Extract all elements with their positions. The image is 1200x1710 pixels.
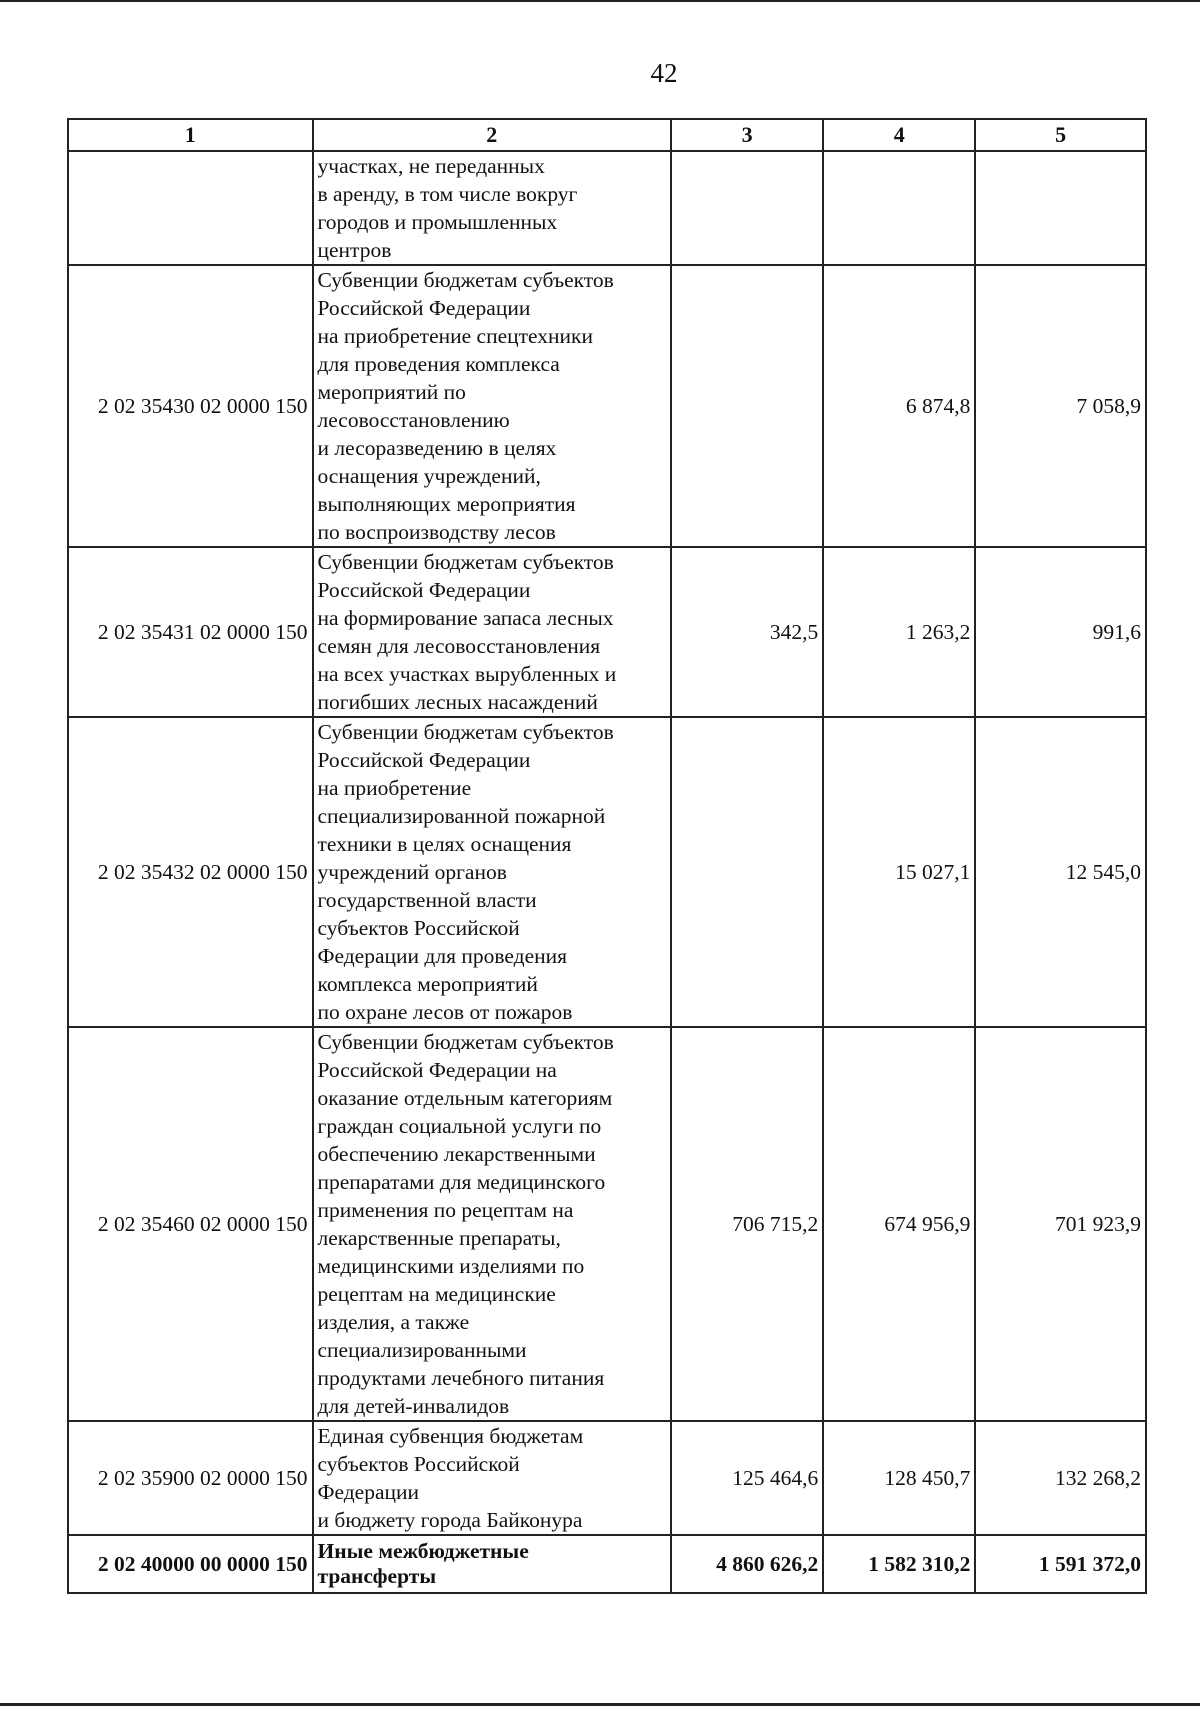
row-col3: 706 715,2 <box>671 1027 823 1421</box>
row-col4: 15 027,1 <box>823 717 975 1027</box>
row-col5: 132 268,2 <box>975 1421 1146 1535</box>
row-col4: 1 263,2 <box>823 547 975 717</box>
total-row <box>68 1535 1146 1593</box>
row-description: Субвенции бюджетам субъектов Российской Федерации на приобретение спецтехники для проведения комплекса мероприятий по лесовосстановлению и лесоразведению в целях оснащения учреждений, выполняющих мероприятия по воспроизводству лесов <box>313 265 672 547</box>
row-code <box>68 151 313 265</box>
table-row <box>68 1027 1146 1421</box>
table-row <box>68 717 1146 1027</box>
header-col-4: 4 <box>823 119 975 151</box>
total-description: Иные межбюджетные трансферты <box>313 1535 672 1593</box>
row-col5: 991,6 <box>975 547 1146 717</box>
row-col5: 12 545,0 <box>975 717 1146 1027</box>
header-col-1: 1 <box>68 119 313 151</box>
row-code: 2 02 35460 02 0000 150 <box>68 1027 313 1421</box>
row-col4: 674 956,9 <box>823 1027 975 1421</box>
header-col-5: 5 <box>975 119 1146 151</box>
row-col4: 128 450,7 <box>823 1421 975 1535</box>
total-col5: 1 591 372,0 <box>975 1535 1146 1593</box>
row-col3: 125 464,6 <box>671 1421 823 1535</box>
row-col3 <box>671 717 823 1027</box>
table-row <box>68 265 1146 547</box>
header-col-2: 2 <box>313 119 672 151</box>
page-top-border <box>0 0 1200 2</box>
row-code: 2 02 35430 02 0000 150 <box>68 265 313 547</box>
row-description: Субвенции бюджетам субъектов Российской Федерации на оказание отдельным категориям граждан социальной услуги по обеспечению лекарственными препаратами для медицинского применения по рецептам на лекарственные препараты, медицинскими изделиями по рецептам на медицинские изделия, а также специализированными продуктами лечебного питания для детей-инвалидов <box>313 1027 672 1421</box>
row-description: Субвенции бюджетам субъектов Российской Федерации на формирование запаса лесных семян для лесовосстановления на всех участках вырубленных и погибших лесных насаждений <box>313 547 672 717</box>
table-row <box>68 151 1146 265</box>
row-code: 2 02 35431 02 0000 150 <box>68 547 313 717</box>
table-row <box>68 1421 1146 1535</box>
row-col3 <box>671 265 823 547</box>
page-bottom-border <box>0 1703 1200 1706</box>
table-row <box>68 547 1146 717</box>
total-col3: 4 860 626,2 <box>671 1535 823 1593</box>
total-col4: 1 582 310,2 <box>823 1535 975 1593</box>
row-col3 <box>671 151 823 265</box>
row-description: Субвенции бюджетам субъектов Российской Федерации на приобретение специализированной пожарной техники в целях оснащения учреждений органов государственной власти субъектов Российской Федерации для проведения комплекса мероприятий по охране лесов от пожаров <box>313 717 672 1027</box>
header-row <box>68 119 1146 151</box>
row-code: 2 02 35432 02 0000 150 <box>68 717 313 1027</box>
row-col3: 342,5 <box>671 547 823 717</box>
header-col-3: 3 <box>671 119 823 151</box>
row-col5 <box>975 151 1146 265</box>
row-col4 <box>823 151 975 265</box>
row-col5: 701 923,9 <box>975 1027 1146 1421</box>
row-description: Единая субвенция бюджетам субъектов Российской Федерации и бюджету города Байконура <box>313 1421 672 1535</box>
row-col4: 6 874,8 <box>823 265 975 547</box>
page-number: 42 <box>650 58 678 88</box>
budget-table <box>67 118 1147 1594</box>
row-col5: 7 058,9 <box>975 265 1146 547</box>
row-description: участках, не переданных в аренду, в том числе вокруг городов и промышленных центров <box>313 151 672 265</box>
row-code: 2 02 35900 02 0000 150 <box>68 1421 313 1535</box>
total-code: 2 02 40000 00 0000 150 <box>68 1535 313 1593</box>
